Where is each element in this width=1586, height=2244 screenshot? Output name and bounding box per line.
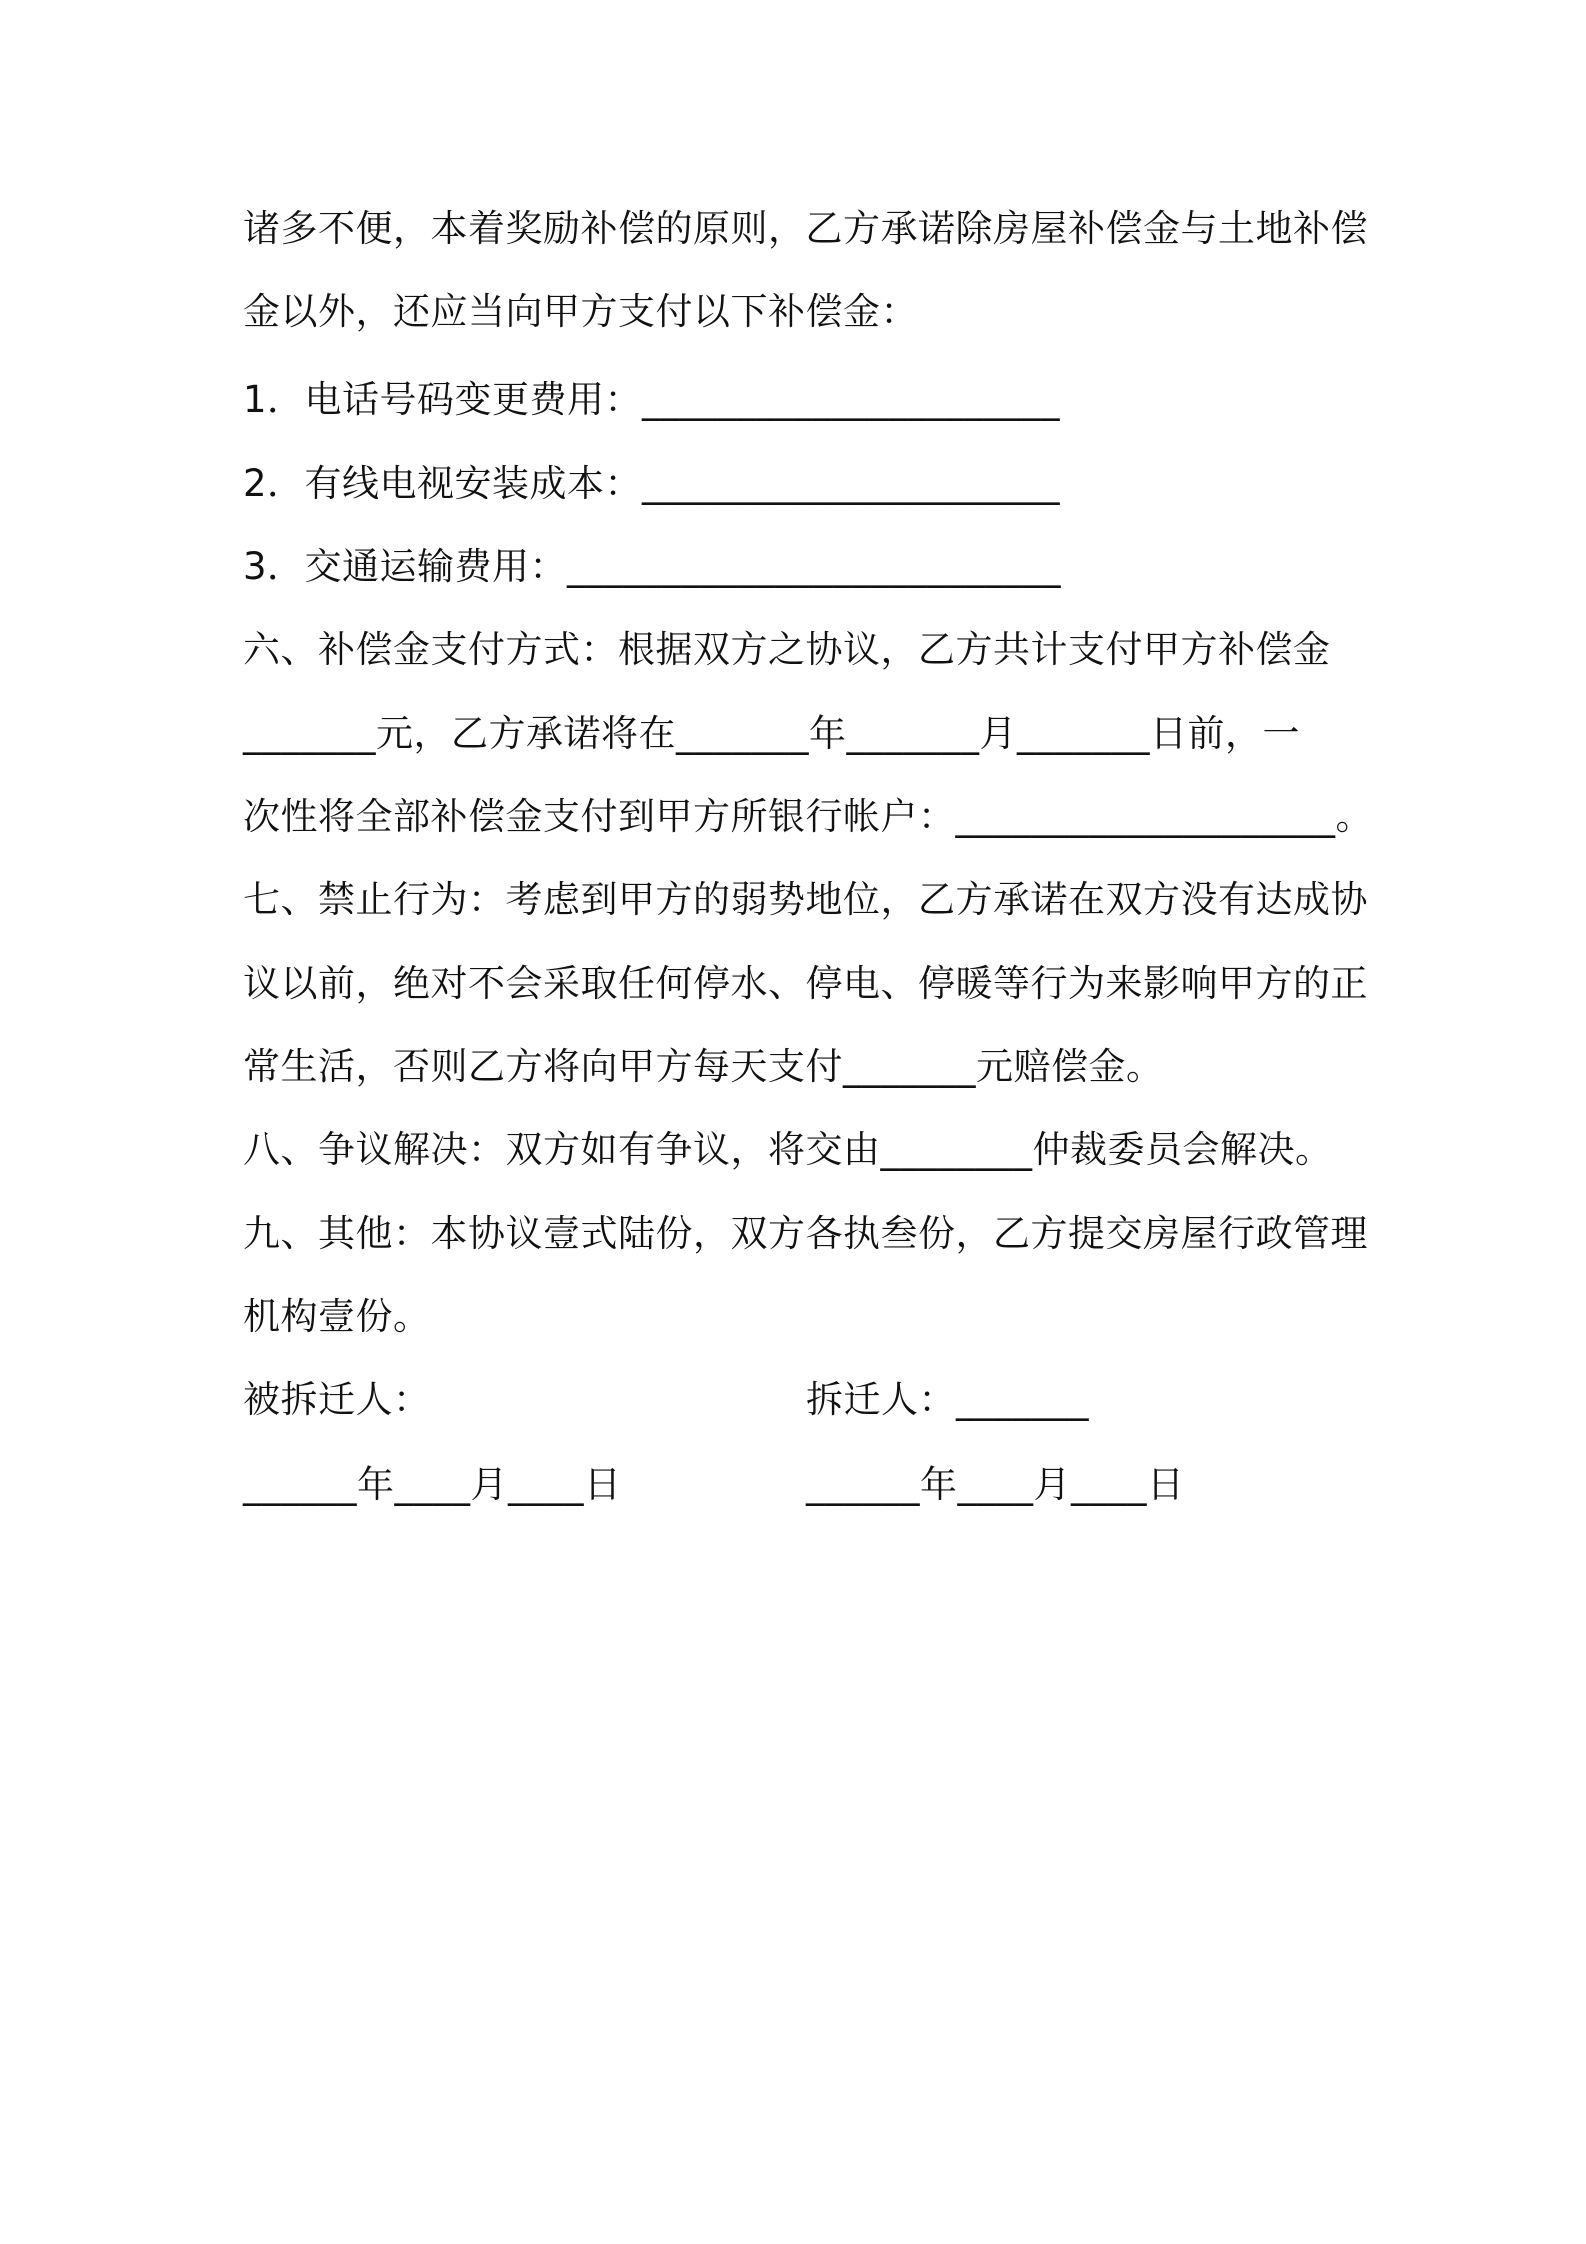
- paragraph-line: 金以外，还应当向甲方支付以下补偿金：: [243, 290, 918, 333]
- signature-right-date: ______年____月____日: [806, 1463, 1185, 1506]
- signature-relocatee-label: 被拆迁人：: [243, 1378, 431, 1421]
- section-six-payment: 六、补偿金支付方式：根据双方之协议，乙方共计支付甲方补偿金: [243, 628, 1331, 671]
- signature-relocator-label: 拆迁人：_______: [806, 1378, 1089, 1421]
- section-nine-other: 九、其他：本协议壹式陆份，双方各执叁份，乙方提交房屋行政管理: [243, 1212, 1368, 1255]
- paragraph-line: 次性将全部补偿金支付到甲方所银行帐户：____________________。: [243, 795, 1373, 838]
- paragraph-line: 常生活，否则乙方将向甲方每天支付_______元赔偿金。: [243, 1045, 1164, 1088]
- paragraph-line: 诸多不便，本着奖励补偿的原则，乙方承诺除房屋补偿金与土地补偿: [243, 207, 1368, 250]
- section-seven-prohibited: 七、禁止行为：考虑到甲方的弱势地位，乙方承诺在双方没有达成协: [243, 878, 1368, 921]
- paragraph-line: _______元，乙方承诺将在_______年_______月_______日前，一: [243, 712, 1300, 755]
- item-transport-fee: 3．交通运输费用：__________________________: [243, 545, 1062, 588]
- item-telephone-fee: 1．电话号码变更费用：______________________: [243, 378, 1061, 421]
- item-cable-tv-cost: 2．有线电视安装成本：______________________: [243, 462, 1061, 505]
- paragraph-line: 议以前，绝对不会采取任何停水、停电、停暖等行为来影响甲方的正: [243, 962, 1368, 1005]
- section-eight-dispute: 八、争议解决：双方如有争议，将交由________仲裁委员会解决。: [243, 1128, 1333, 1171]
- paragraph-line: 机构壹份。: [243, 1295, 431, 1338]
- signature-left-date: ______年____月____日: [243, 1463, 622, 1506]
